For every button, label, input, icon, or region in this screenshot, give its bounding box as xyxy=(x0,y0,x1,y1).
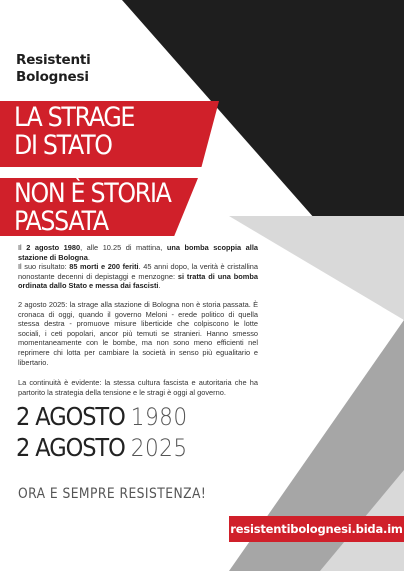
organization-line2: Bolognesi xyxy=(16,69,89,85)
headline-storia xyxy=(14,180,171,236)
organization-name xyxy=(16,52,91,86)
p1-bold-date: 2 agosto 1980 xyxy=(26,243,81,252)
p1-text: Il xyxy=(18,243,27,252)
organization-line1: Resistenti xyxy=(16,52,91,68)
date-1980 xyxy=(16,402,188,432)
p1-text: . xyxy=(158,281,161,291)
headline2-line1: NON È STORIA xyxy=(14,178,171,209)
date-year: 2025 xyxy=(130,434,188,462)
date-label: 2 AGOSTO xyxy=(16,402,125,431)
date-label: 2 AGOSTO xyxy=(16,433,125,462)
headline2-line2: PASSATA xyxy=(14,206,108,237)
p1-bold-bomb: una bomba scoppia alla stazione di Bologna xyxy=(18,243,259,262)
p1-text: , alle 10.25 di mattina, xyxy=(80,243,167,252)
paragraph-history xyxy=(18,243,258,291)
p1-bold-victims: 85 morti e 200 feriti xyxy=(69,262,139,272)
headline-strage xyxy=(14,104,134,160)
motto: ORA E SEMPRE RESISTENZA! xyxy=(18,486,207,502)
date-year: 1980 xyxy=(130,403,188,431)
paragraph-continuity: La continuità è evidente: la stessa cultura fascista e autoritaria che ha partorito la strategia della tensione e le stragi è oggi al governo. xyxy=(18,378,258,397)
website-link[interactable]: resistentibolognesi.bida.im xyxy=(229,516,404,542)
p1-text: . xyxy=(87,252,90,262)
p1-bold-conclusion: si tratta di una bomba ordinata dallo Stato e messa dai fascisti xyxy=(18,271,258,291)
paragraph-present: 2 agosto 2025: la strage alla stazione di Bologna non è storia passata. È cronaca di oggi, quando il governo Meloni - erede politico di quella stessa destra - promuove misure liberticide che colpiscono le lotte sociali, i ceti popolari, ancor più temuti se stranieri. Hanno smesso momentaneamente con le bombe, ma non sono meno efficienti nel reprimere chi lotta per cambiare la società in senso più egualitario e libertario. xyxy=(18,300,258,367)
date-2025 xyxy=(16,433,188,463)
p1-text: Il suo risultato: xyxy=(18,262,70,272)
headline1-line2: DI STATO xyxy=(14,130,112,161)
p1-text: . 45 anni dopo, la verità è cristallina nonostante decenni di depistaggi e menzogne: xyxy=(18,262,258,281)
headline1-line1: LA STRAGE xyxy=(14,102,135,133)
